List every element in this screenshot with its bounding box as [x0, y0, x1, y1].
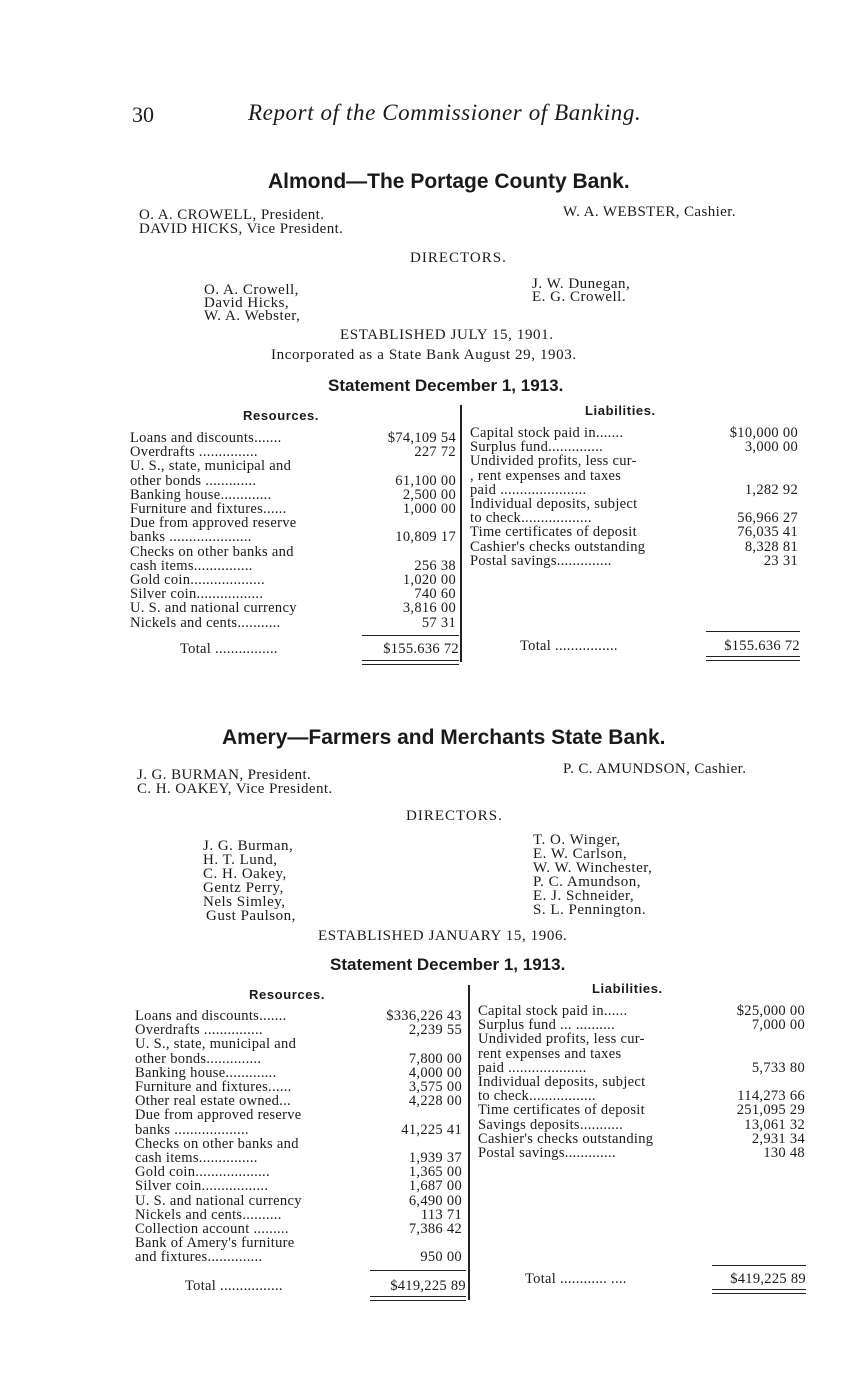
column-divider	[468, 985, 470, 1300]
liabilities-heading: Liabilities.	[585, 403, 656, 418]
directors-heading: DIRECTORS.	[406, 808, 503, 824]
resources-heading: Resources.	[243, 408, 320, 423]
row-label: and fixtures..............	[135, 1249, 263, 1266]
total-double-rule	[362, 660, 459, 661]
row-label: to check..................	[470, 510, 592, 527]
row-label: Furniture and fixtures......	[130, 501, 287, 517]
row-amount: 2,931 34	[751, 1130, 805, 1147]
row-amount: 227 72	[414, 444, 456, 461]
resource-row	[130, 614, 456, 631]
row-amount: 7,386 42	[408, 1221, 462, 1237]
officer-vice-president: DAVID HICKS, Vice President.	[139, 221, 344, 237]
total-double-rule	[362, 664, 459, 665]
row-label: paid ....................	[478, 1059, 587, 1076]
row-label: U. S. and national currency	[130, 600, 297, 617]
row-amount: 1,020 00	[402, 572, 456, 588]
row-label: Cashier's checks outstanding	[470, 538, 646, 555]
total-rule	[362, 635, 459, 636]
director-name: T. O. Winger,	[533, 832, 621, 848]
row-amount: 2,239 55	[408, 1022, 462, 1039]
row-label: Overdrafts ...............	[130, 444, 258, 461]
row-label: to check.................	[478, 1088, 596, 1105]
total-rule	[706, 631, 800, 632]
row-label: Checks on other banks and	[130, 543, 294, 560]
row-label: other bonds .............	[130, 472, 257, 489]
row-label: Individual deposits, subject	[478, 1074, 646, 1090]
row-amount: 3,575 00	[408, 1079, 462, 1095]
row-label: cash items...............	[135, 1150, 258, 1166]
resource-row	[135, 1251, 462, 1265]
row-label: U. S. and national currency	[135, 1192, 302, 1209]
row-label: Silver coin.................	[130, 586, 264, 603]
row-label: Checks on other banks and	[135, 1135, 299, 1152]
resources-heading: Resources.	[249, 987, 326, 1002]
officer-president: O. A. CROWELL, President.	[139, 207, 325, 223]
row-amount: $74,109 54	[387, 430, 456, 446]
row-amount: 61,100 00	[395, 472, 456, 489]
row-amount: 1,365 00	[408, 1164, 462, 1181]
row-label: Furniture and fixtures......	[135, 1079, 292, 1095]
bank-title: Amery—Farmers and Merchants State Bank.	[222, 726, 666, 749]
row-label: Banking house.............	[130, 486, 272, 503]
row-label: Banking house.............	[135, 1064, 277, 1081]
row-amount: 5,733 80	[751, 1059, 805, 1076]
row-amount: 13,061 32	[744, 1116, 805, 1133]
total-label: Total ............ ....	[525, 1271, 627, 1287]
row-label: Time certificates of deposit	[470, 524, 637, 541]
total-double-rule	[712, 1289, 806, 1290]
row-amount: 8,328 81	[744, 538, 798, 555]
row-label: U. S., state, municipal and	[135, 1036, 297, 1053]
row-label: Savings deposits...........	[478, 1116, 624, 1133]
row-amount: 6,490 00	[408, 1192, 462, 1209]
row-label: Bank of Amery's furniture	[135, 1235, 295, 1252]
row-amount: 1,939 37	[408, 1150, 462, 1166]
row-label: banks .....................	[130, 529, 252, 546]
director-name: W. A. Webster,	[204, 308, 301, 324]
total-double-rule	[706, 656, 800, 657]
row-amount: 3,000 00	[744, 439, 798, 456]
row-label: paid ......................	[470, 481, 587, 498]
row-amount: $10,000 00	[729, 425, 798, 441]
row-label: Undivided profits, less cur-	[470, 453, 637, 470]
row-label: Collection account .........	[135, 1221, 289, 1237]
row-amount: 950 00	[420, 1249, 462, 1266]
row-amount: 76,035 41	[737, 524, 798, 541]
row-amount: 130 48	[763, 1145, 805, 1161]
total-amount: $155.636 72	[724, 638, 800, 654]
row-label: Loans and discounts.......	[130, 430, 282, 446]
row-label: Surplus fund..............	[470, 439, 604, 456]
statement-heading: Statement December 1, 1913.	[330, 955, 566, 974]
liabilities-heading: Liabilities.	[592, 981, 663, 996]
row-amount: 7,000 00	[751, 1017, 805, 1034]
row-label: Overdrafts ...............	[135, 1022, 263, 1039]
row-amount: 7,800 00	[408, 1050, 462, 1067]
row-label: cash items...............	[130, 557, 253, 574]
row-label: Capital stock paid in.......	[470, 425, 624, 441]
established-date: ESTABLISHED JANUARY 15, 1906.	[318, 928, 568, 944]
row-label: Due from approved reserve	[135, 1107, 302, 1124]
row-amount: 56,966 27	[737, 510, 798, 527]
director-name: J. W. Dunegan,	[532, 276, 631, 292]
row-label: Gold coin...................	[135, 1164, 270, 1181]
director-name: Gentz Perry,	[203, 880, 284, 896]
director-name: H. T. Lund,	[203, 852, 278, 868]
director-name: Gust Paulson,	[206, 908, 296, 924]
row-label: Other real estate owned...	[135, 1093, 291, 1110]
row-label: other bonds..............	[135, 1050, 262, 1067]
row-amount: 1,687 00	[408, 1178, 462, 1195]
row-label: Postal savings..............	[470, 552, 612, 569]
row-amount: 41,225 41	[401, 1121, 462, 1138]
total-double-rule	[712, 1293, 806, 1294]
director-name: O. A. Crowell,	[204, 282, 299, 298]
row-label: Loans and discounts.......	[135, 1008, 287, 1024]
total-amount: $419,225 89	[730, 1271, 806, 1287]
director-name: David Hicks,	[204, 295, 290, 311]
row-label: Capital stock paid in......	[478, 1003, 628, 1019]
row-label: rent expenses and taxes	[478, 1045, 622, 1062]
row-label: Undivided profits, less cur-	[478, 1031, 645, 1048]
report-title: Report of the Commissioner of Banking.	[248, 100, 642, 125]
director-name: S. L. Pennington.	[533, 902, 647, 918]
officer-vice-president: C. H. OAKEY, Vice President.	[137, 781, 333, 797]
statement-heading: Statement December 1, 1913.	[328, 376, 564, 395]
director-name: E. W. Carlson,	[533, 846, 628, 862]
row-amount: 2,500 00	[402, 486, 456, 503]
officer-president: J. G. BURMAN, President.	[137, 767, 312, 783]
row-amount: 256 38	[414, 557, 456, 574]
director-name: J. G. Burman,	[203, 838, 294, 854]
row-label: , rent expenses and taxes	[470, 467, 622, 484]
officer-cashier: W. A. WEBSTER, Cashier.	[563, 204, 736, 220]
row-amount: $336,226 43	[386, 1008, 462, 1024]
row-amount: 4,228 00	[408, 1093, 462, 1110]
row-amount: 57 31	[421, 614, 456, 631]
row-label: U. S., state, municipal and	[130, 458, 292, 475]
incorporated-date: Incorporated as a State Bank August 29, 1903.	[271, 347, 577, 363]
established-date: ESTABLISHED JULY 15, 1901.	[340, 327, 554, 343]
total-double-rule	[370, 1300, 466, 1301]
row-amount: 114,273 66	[737, 1088, 805, 1105]
row-label: Individual deposits, subject	[470, 496, 638, 512]
director-name: E. J. Schneider,	[533, 888, 635, 904]
row-amount: 3,816 00	[402, 600, 456, 617]
row-amount: 23 31	[763, 552, 798, 569]
bank-title: Almond—The Portage County Bank.	[268, 170, 630, 193]
row-amount: 113 71	[420, 1206, 462, 1223]
total-label: Total ................	[180, 641, 278, 657]
director-name: P. C. Amundson,	[533, 874, 641, 890]
total-amount: $155.636 72	[383, 641, 459, 657]
row-label: Nickels and cents...........	[130, 614, 281, 631]
row-amount: 740 60	[414, 586, 456, 603]
row-label: banks ...................	[135, 1121, 249, 1138]
liability-row	[478, 1147, 805, 1161]
director-name: Nels Simley,	[203, 894, 286, 910]
row-label: Silver coin.................	[135, 1178, 269, 1195]
officer-cashier: P. C. AMUNDSON, Cashier.	[563, 761, 747, 777]
page-number: 30	[132, 102, 154, 127]
total-label: Total ................	[520, 638, 618, 654]
column-divider	[460, 405, 462, 662]
total-double-rule	[706, 660, 800, 661]
row-amount: 10,809 17	[395, 529, 456, 546]
total-rule	[712, 1265, 806, 1266]
total-rule	[370, 1270, 466, 1271]
total-double-rule	[370, 1296, 466, 1297]
directors-heading: DIRECTORS.	[410, 250, 507, 266]
row-label: Surplus fund ... ..........	[478, 1017, 615, 1034]
row-label: Due from approved reserve	[130, 515, 297, 532]
row-label: Time certificates of deposit	[478, 1102, 645, 1119]
row-label: Cashier's checks outstanding	[478, 1130, 654, 1147]
total-label: Total ................	[185, 1278, 283, 1294]
row-amount: 4,000 00	[408, 1064, 462, 1081]
row-label: Gold coin...................	[130, 572, 265, 588]
row-amount: 251,095 29	[736, 1102, 805, 1119]
row-label: Postal savings.............	[478, 1145, 616, 1161]
director-name: W. W. Winchester,	[533, 860, 653, 876]
total-amount: $419,225 89	[390, 1278, 466, 1294]
row-amount: $25,000 00	[736, 1003, 805, 1019]
director-name: E. G. Crowell.	[532, 289, 627, 305]
row-amount: 1,282 92	[744, 481, 798, 498]
row-amount: 1,000 00	[402, 501, 456, 517]
director-name: C. H. Oakey,	[203, 866, 287, 882]
row-label: Nickels and cents..........	[135, 1206, 282, 1223]
liability-row	[470, 552, 798, 569]
